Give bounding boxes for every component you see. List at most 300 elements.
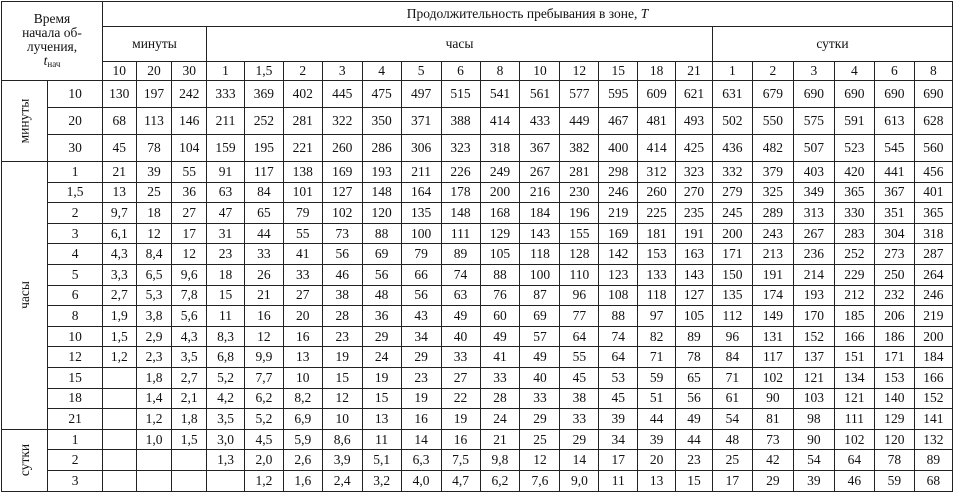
value-cell: 171 (874, 347, 914, 368)
value-cell: 171 (712, 244, 752, 265)
value-cell: 15 (362, 388, 401, 409)
value-cell: 59 (638, 367, 676, 388)
value-cell: 82 (638, 326, 676, 347)
column-header: 8 (480, 62, 520, 81)
value-cell: 18 (136, 203, 172, 224)
table-row (2, 81, 953, 108)
value-cell: 45 (599, 388, 638, 409)
value-cell: 87 (520, 285, 560, 306)
value-cell: 4,0 (401, 470, 441, 491)
value-cell: 249 (480, 162, 520, 183)
value-cell: 246 (599, 182, 638, 203)
value-cell: 369 (244, 81, 283, 108)
value-cell: 6,9 (283, 409, 322, 430)
value-cell: 613 (874, 108, 914, 135)
value-cell: 545 (874, 135, 914, 162)
value-cell: 4,2 (207, 388, 245, 409)
value-cell: 11 (599, 470, 638, 491)
start-time-cell: 4 (48, 244, 103, 265)
value-cell: 44 (676, 429, 713, 450)
value-cell: 449 (560, 108, 599, 135)
value-cell: 502 (712, 108, 752, 135)
table-row (2, 347, 953, 368)
value-cell: 420 (834, 162, 874, 183)
value-cell: 12 (244, 326, 283, 347)
value-cell: 333 (207, 81, 245, 108)
value-cell: 40 (520, 367, 560, 388)
value-cell: 61 (712, 388, 752, 409)
start-time-cell: 6 (48, 285, 103, 306)
value-cell: 264 (914, 264, 952, 285)
start-time-cell: 5 (48, 264, 103, 285)
value-cell: 219 (599, 203, 638, 224)
start-time-cell: 21 (48, 409, 103, 430)
value-cell: 6,2 (480, 470, 520, 491)
value-cell: 12 (322, 388, 362, 409)
value-cell: 246 (914, 285, 952, 306)
value-cell: 690 (914, 81, 952, 108)
value-cell: 55 (560, 347, 599, 368)
value-cell: 690 (793, 81, 834, 108)
value-cell: 49 (441, 306, 480, 327)
value-cell: 54 (793, 450, 834, 471)
table-row (2, 135, 953, 162)
value-cell: 212 (834, 285, 874, 306)
value-cell: 8,2 (283, 388, 322, 409)
value-cell: 577 (560, 81, 599, 108)
value-cell: 56 (401, 285, 441, 306)
value-cell: 129 (874, 409, 914, 430)
value-cell (136, 450, 172, 471)
value-cell: 74 (441, 264, 480, 285)
value-cell: 196 (560, 203, 599, 224)
value-cell: 150 (712, 264, 752, 285)
value-cell: 132 (914, 429, 952, 450)
value-cell: 20 (638, 450, 676, 471)
start-time-cell: 1 (48, 429, 103, 450)
value-cell: 467 (599, 108, 638, 135)
value-cell (207, 470, 245, 491)
table-row (2, 429, 953, 450)
table-row (2, 450, 953, 471)
value-cell: 211 (401, 162, 441, 183)
start-time-cell: 12 (48, 347, 103, 368)
value-cell: 25 (712, 450, 752, 471)
value-cell: 11 (362, 429, 401, 450)
value-cell: 28 (480, 388, 520, 409)
value-cell: 5,1 (362, 450, 401, 471)
value-cell: 65 (244, 203, 283, 224)
value-cell: 33 (283, 264, 322, 285)
value-cell: 9,6 (172, 264, 207, 285)
value-cell: 16 (441, 429, 480, 450)
value-cell: 4,5 (244, 429, 283, 450)
value-cell: 56 (676, 388, 713, 409)
value-cell: 325 (752, 182, 793, 203)
value-cell: 81 (752, 409, 793, 430)
value-cell: 200 (480, 182, 520, 203)
value-cell: 51 (638, 388, 676, 409)
value-cell: 33 (560, 409, 599, 430)
value-cell: 330 (834, 203, 874, 224)
value-cell: 19 (362, 367, 401, 388)
value-cell: 90 (793, 429, 834, 450)
value-cell: 34 (401, 326, 441, 347)
value-cell: 226 (441, 162, 480, 183)
column-header: 4 (362, 62, 401, 81)
value-cell: 33 (480, 367, 520, 388)
value-cell: 78 (874, 450, 914, 471)
value-cell: 6,8 (207, 347, 245, 368)
value-cell: 388 (441, 108, 480, 135)
value-cell: 12 (136, 223, 172, 244)
value-cell: 24 (362, 347, 401, 368)
value-cell: 88 (599, 306, 638, 327)
value-cell: 135 (712, 285, 752, 306)
value-cell: 54 (712, 409, 752, 430)
value-cell: 3,5 (172, 347, 207, 368)
value-cell: 127 (676, 285, 713, 306)
value-cell: 129 (480, 223, 520, 244)
value-cell: 206 (874, 306, 914, 327)
value-cell: 11 (207, 306, 245, 327)
value-cell: 97 (638, 306, 676, 327)
value-cell: 53 (599, 367, 638, 388)
value-cell: 371 (401, 108, 441, 135)
value-cell: 219 (914, 306, 952, 327)
value-cell: 25 (520, 429, 560, 450)
duration-title-text: Продолжительность пребывания в зоне, (406, 6, 638, 21)
value-cell: 425 (676, 135, 713, 162)
value-cell (102, 409, 136, 430)
value-cell: 168 (480, 203, 520, 224)
column-header: 2 (752, 62, 793, 81)
column-header: 21 (676, 62, 713, 81)
value-cell: 6,3 (401, 450, 441, 471)
start-time-cell: 10 (48, 326, 103, 347)
value-cell: 101 (283, 182, 322, 203)
value-cell: 20 (283, 306, 322, 327)
value-cell: 141 (914, 409, 952, 430)
value-cell: 110 (560, 264, 599, 285)
value-cell: 245 (712, 203, 752, 224)
value-cell: 88 (362, 223, 401, 244)
value-cell: 367 (520, 135, 560, 162)
value-cell: 252 (244, 108, 283, 135)
value-cell: 9,9 (244, 347, 283, 368)
value-cell: 169 (322, 162, 362, 183)
column-header: 8 (914, 62, 952, 81)
value-cell: 169 (599, 223, 638, 244)
table-row (2, 409, 953, 430)
value-cell: 38 (322, 285, 362, 306)
value-cell: 49 (676, 409, 713, 430)
value-cell: 38 (560, 388, 599, 409)
column-header: 18 (638, 62, 676, 81)
value-cell: 73 (322, 223, 362, 244)
corner-line-1: Время (33, 10, 71, 26)
value-cell: 155 (560, 223, 599, 244)
value-cell: 287 (914, 244, 952, 265)
table-row (2, 203, 953, 224)
value-cell: 349 (793, 182, 834, 203)
value-cell: 146 (172, 108, 207, 135)
value-cell: 88 (480, 264, 520, 285)
value-cell: 10 (283, 367, 322, 388)
group-days: сутки (712, 27, 952, 62)
value-cell: 29 (560, 429, 599, 450)
value-cell: 69 (362, 244, 401, 265)
value-cell: 15 (676, 470, 713, 491)
value-cell: 143 (520, 223, 560, 244)
value-cell: 123 (599, 264, 638, 285)
value-cell (102, 367, 136, 388)
value-cell: 49 (480, 326, 520, 347)
value-cell: 96 (560, 285, 599, 306)
value-cell: 351 (874, 203, 914, 224)
value-cell: 541 (480, 81, 520, 108)
value-cell: 113 (136, 108, 172, 135)
value-cell: 332 (712, 162, 752, 183)
value-cell: 2,1 (172, 388, 207, 409)
value-cell: 200 (712, 223, 752, 244)
value-cell: 197 (136, 81, 172, 108)
value-cell: 77 (560, 306, 599, 327)
value-cell: 2,6 (283, 450, 322, 471)
column-header: 6 (441, 62, 480, 81)
value-cell (172, 470, 207, 491)
value-cell: 21 (102, 162, 136, 183)
value-cell: 45 (102, 135, 136, 162)
value-cell: 6,2 (244, 388, 283, 409)
value-cell (102, 470, 136, 491)
value-cell: 267 (520, 162, 560, 183)
value-cell: 1,8 (136, 367, 172, 388)
value-cell: 365 (914, 203, 952, 224)
value-cell: 78 (136, 135, 172, 162)
column-header: 3 (793, 62, 834, 81)
value-cell: 100 (520, 264, 560, 285)
value-cell: 191 (752, 264, 793, 285)
value-cell: 523 (834, 135, 874, 162)
value-cell: 174 (752, 285, 793, 306)
value-cell: 475 (362, 81, 401, 108)
value-cell: 313 (793, 203, 834, 224)
value-cell: 318 (480, 135, 520, 162)
row-group-label-text: сутки (16, 443, 32, 477)
value-cell: 2,4 (322, 470, 362, 491)
value-cell: 1,6 (283, 470, 322, 491)
value-cell: 23 (401, 367, 441, 388)
value-cell: 250 (874, 264, 914, 285)
table-row (2, 470, 953, 491)
value-cell: 16 (283, 326, 322, 347)
start-time-cell: 3 (48, 223, 103, 244)
value-cell: 17 (712, 470, 752, 491)
table-row (2, 285, 953, 306)
value-cell: 105 (676, 306, 713, 327)
value-cell: 65 (676, 367, 713, 388)
value-cell: 120 (874, 429, 914, 450)
value-cell: 7,6 (520, 470, 560, 491)
value-cell: 166 (834, 326, 874, 347)
value-cell: 304 (874, 223, 914, 244)
value-cell: 55 (172, 162, 207, 183)
value-cell: 193 (793, 285, 834, 306)
value-cell: 367 (874, 182, 914, 203)
value-cell: 89 (676, 326, 713, 347)
value-cell: 98 (793, 409, 834, 430)
value-cell: 216 (520, 182, 560, 203)
value-cell: 36 (172, 182, 207, 203)
start-time-cell: 1,5 (48, 182, 103, 203)
column-header: 10 (102, 62, 136, 81)
value-cell: 39 (638, 429, 676, 450)
value-cell: 382 (560, 135, 599, 162)
value-cell: 33 (441, 347, 480, 368)
value-cell: 493 (676, 108, 713, 135)
duration-title (102, 2, 952, 27)
table-row (2, 162, 953, 183)
value-cell: 33 (520, 388, 560, 409)
value-cell: 44 (638, 409, 676, 430)
value-cell: 102 (322, 203, 362, 224)
table-row (2, 182, 953, 203)
value-cell: 90 (752, 388, 793, 409)
value-cell: 64 (834, 450, 874, 471)
value-cell: 267 (793, 223, 834, 244)
value-cell: 445 (322, 81, 362, 108)
value-cell: 79 (283, 203, 322, 224)
value-cell: 42 (752, 450, 793, 471)
start-time-cell: 2 (48, 450, 103, 471)
value-cell: 128 (560, 244, 599, 265)
value-cell: 679 (752, 81, 793, 108)
value-cell: 14 (560, 450, 599, 471)
value-cell: 433 (520, 108, 560, 135)
corner-line-3: лучения, (26, 38, 78, 54)
corner-symbol-sub: нач (47, 58, 61, 69)
column-header: 20 (136, 62, 172, 81)
row-group-label-text: минуты (16, 98, 32, 144)
value-cell: 9,8 (480, 450, 520, 471)
value-cell: 148 (441, 203, 480, 224)
value-cell: 575 (793, 108, 834, 135)
table-row (2, 367, 953, 388)
value-cell: 130 (102, 81, 136, 108)
value-cell: 281 (560, 162, 599, 183)
value-cell: 5,6 (172, 306, 207, 327)
value-cell: 318 (914, 223, 952, 244)
value-cell: 184 (914, 347, 952, 368)
value-cell: 100 (401, 223, 441, 244)
value-cell (172, 450, 207, 471)
column-header: 12 (560, 62, 599, 81)
value-cell: 2,7 (102, 285, 136, 306)
dose-table (1, 1, 953, 492)
value-cell: 140 (874, 388, 914, 409)
value-cell: 507 (793, 135, 834, 162)
value-cell: 1,0 (136, 429, 172, 450)
table-row (2, 306, 953, 327)
value-cell: 64 (560, 326, 599, 347)
value-cell: 33 (244, 244, 283, 265)
value-cell: 17 (172, 223, 207, 244)
value-cell: 273 (874, 244, 914, 265)
value-cell: 16 (401, 409, 441, 430)
value-cell: 229 (834, 264, 874, 285)
value-cell: 152 (793, 326, 834, 347)
value-cell: 609 (638, 81, 676, 108)
value-cell: 323 (676, 162, 713, 183)
value-cell: 39 (793, 470, 834, 491)
value-cell: 23 (207, 244, 245, 265)
value-cell: 5,2 (207, 367, 245, 388)
value-cell: 3,3 (102, 264, 136, 285)
value-cell: 26 (244, 264, 283, 285)
start-time-cell: 15 (48, 367, 103, 388)
value-cell: 621 (676, 81, 713, 108)
value-cell: 414 (638, 135, 676, 162)
row-group-label (2, 81, 48, 162)
value-cell: 312 (638, 162, 676, 183)
value-cell: 152 (914, 388, 952, 409)
value-cell: 153 (874, 367, 914, 388)
value-cell: 8,4 (136, 244, 172, 265)
value-cell: 400 (599, 135, 638, 162)
start-time-cell: 10 (48, 81, 103, 108)
value-cell: 68 (914, 470, 952, 491)
value-cell: 690 (874, 81, 914, 108)
value-cell: 19 (322, 347, 362, 368)
value-cell: 243 (752, 223, 793, 244)
value-cell: 17 (599, 450, 638, 471)
value-cell: 21 (244, 285, 283, 306)
value-cell: 298 (599, 162, 638, 183)
value-cell: 436 (712, 135, 752, 162)
corner-symbol-t: t (43, 52, 48, 68)
value-cell: 236 (793, 244, 834, 265)
start-time-cell: 1 (48, 162, 103, 183)
value-cell: 3,0 (207, 429, 245, 450)
value-cell: 133 (638, 264, 676, 285)
value-cell: 5,9 (283, 429, 322, 450)
row-group-label (2, 162, 48, 430)
value-cell: 41 (480, 347, 520, 368)
value-cell: 178 (441, 182, 480, 203)
column-header: 5 (401, 62, 441, 81)
start-time-cell: 30 (48, 135, 103, 162)
value-cell: 48 (712, 429, 752, 450)
value-cell: 68 (102, 108, 136, 135)
start-time-cell: 18 (48, 388, 103, 409)
value-cell: 6,1 (102, 223, 136, 244)
value-cell: 1,5 (172, 429, 207, 450)
value-cell: 481 (638, 108, 676, 135)
value-cell: 235 (676, 203, 713, 224)
value-cell: 456 (914, 162, 952, 183)
value-cell: 79 (401, 244, 441, 265)
value-cell: 403 (793, 162, 834, 183)
value-cell: 185 (834, 306, 874, 327)
value-cell: 34 (599, 429, 638, 450)
value-cell: 631 (712, 81, 752, 108)
value-cell: 69 (520, 306, 560, 327)
start-time-cell: 3 (48, 470, 103, 491)
value-cell: 27 (441, 367, 480, 388)
value-cell: 111 (441, 223, 480, 244)
value-cell: 306 (401, 135, 441, 162)
